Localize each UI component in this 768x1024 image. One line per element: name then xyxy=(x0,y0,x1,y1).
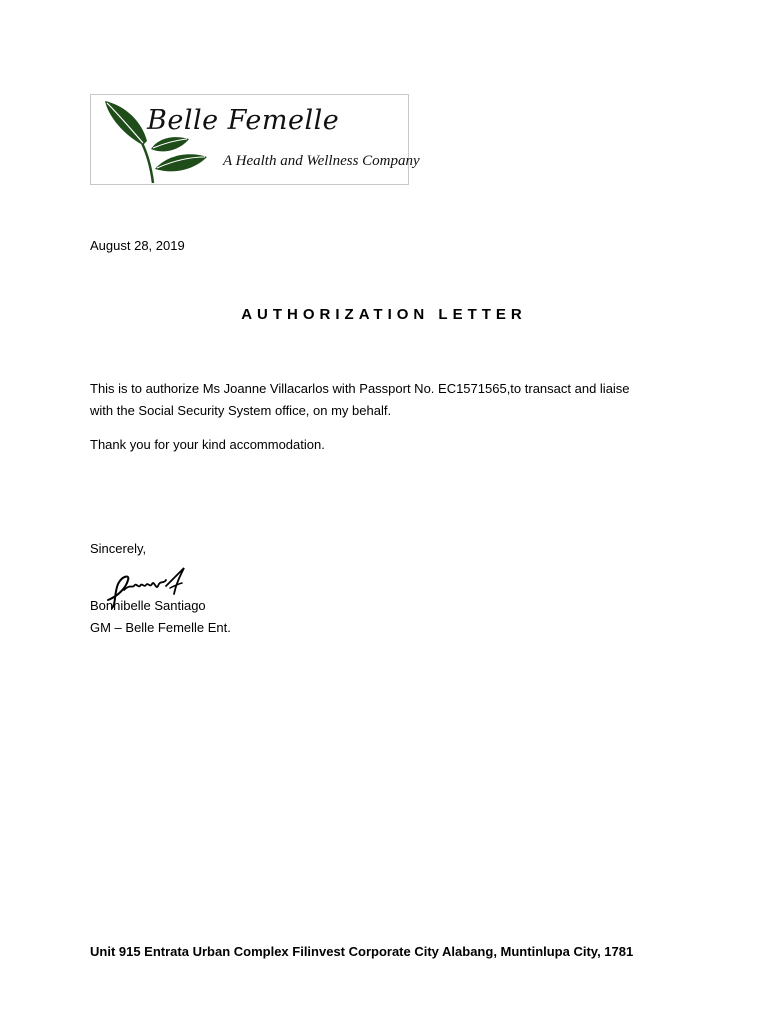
handwritten-signature-icon xyxy=(104,566,190,610)
signer-name: Bonnibelle Santiago xyxy=(90,598,206,613)
body-line-2: with the Social Security System office, on my behalf. xyxy=(90,403,392,418)
signer-title: GM – Belle Femelle Ent. xyxy=(90,620,231,635)
letter-body xyxy=(90,378,670,422)
letter-date: August 28, 2019 xyxy=(90,238,185,253)
closing-line: Sincerely, xyxy=(90,541,147,556)
company-tagline: A Health and Wellness Company xyxy=(223,153,420,169)
company-name: Belle Femelle xyxy=(147,105,340,136)
company-letterhead-logo xyxy=(90,94,420,185)
footer-address: Unit 915 Entrata Urban Complex Filinvest Corporate City Alabang, Muntinlupa City, 1781 xyxy=(90,944,634,959)
thanks-line: Thank you for your kind accommodation. xyxy=(90,437,325,452)
letter-title: AUTHORIZATION LETTER xyxy=(241,306,527,323)
body-line-1: This is to authorize Ms Joanne Villacarlos with Passport No. EC1571565,to transact and liaise xyxy=(90,381,630,396)
